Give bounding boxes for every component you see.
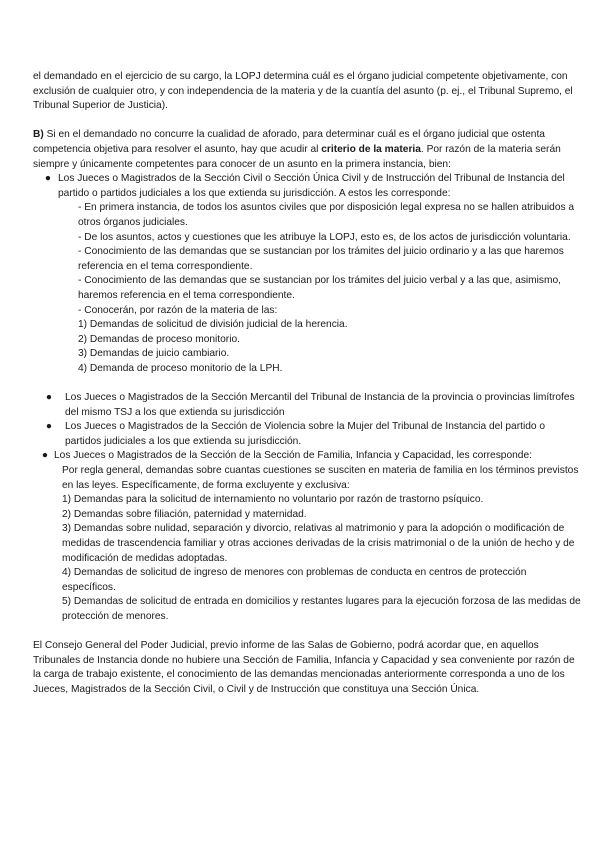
familia-item: 2) Demandas sobre filiación, paternidad y maternidad. <box>62 508 307 520</box>
bullet-mercantil-text: Los Jueces o Magistrados de la Sección Mercantil del Tribunal de Instancia de la provincia o provincias limítrofes del mismo TSJ a los que extienda su jurisdicción <box>65 392 575 418</box>
bullet-civil-text: Los Jueces o Magistrados de la Sección Civil o Sección Única Civil y de Instrucción del Tribunal de Instancia del partido o partidos judiciales a los que extienda su jurisdicción. A estos les corresponde: <box>58 173 565 199</box>
civil-item: 3) Demandas de juicio cambiario. <box>78 348 230 360</box>
bullet-violencia-text: Los Jueces o Magistrados de la Sección de Violencia sobre la Mujer del Tribunal de Instancia del partido o partidos judiciales a los que extienda su jurisdicción. <box>65 421 546 447</box>
bullet-familia <box>33 449 581 624</box>
civil-item: 4) Demanda de proceso monitorio de la LPH. <box>78 362 283 374</box>
civil-item: 2) Demandas de proceso monitorio. <box>78 333 240 345</box>
familia-item: 4) Demandas de solicitud de ingreso de menores con problemas de conducta en centros de protección específicos. <box>62 567 527 593</box>
spacer <box>33 114 581 129</box>
document-page <box>33 70 581 698</box>
bullet-civil <box>33 172 581 376</box>
intro-paragraph: el demandado en el ejercicio de su cargo, la LOPJ determina cuál es el órgano judicial competente objetivamente, con exclusión de cualquier otro, y con independencia de la materia y de la cuantía del asunto (p. ej., el Tribunal Supremo, el Tribunal Superior de Justicia). <box>33 71 573 112</box>
bullet-icon: ● <box>45 392 53 404</box>
bullet-icon: ● <box>44 173 52 185</box>
civil-item: 1) Demandas de solicitud de división judicial de la herencia. <box>78 319 348 331</box>
section-b-paragraph <box>33 128 581 172</box>
bullet-violencia <box>33 420 581 449</box>
spacer <box>33 376 581 391</box>
section-b-bold-term: criterio de la materia <box>321 143 421 155</box>
familia-sublist <box>54 464 581 625</box>
familia-item: 5) Demandas de solicitud de entrada en domicilios y restantes lugares para la ejecución forzosa de las medidas de protección de menores. <box>62 596 581 622</box>
closing-paragraph: El Consejo General del Poder Judicial, previo informe de las Salas de Gobierno, podrá acordar que, en aquellos Tribunales de Instancia donde no hubiere una Sección de Familia, Infancia y Capacidad y sea conveniente por razón de la carga de trabajo existente, el conocimiento de las demandas mencionadas anteriormente corresponda a uno de los Jueces, Magistrados de la Sección Civil, o Civil y de Instrucción que constituya una Sección Única. <box>33 640 575 695</box>
civil-item: - Conocimiento de las demandas que se sustancian por los trámites del juicio ordinario y a las que haremos referencia en el tema correspondiente. <box>78 246 564 272</box>
familia-item: 1) Demandas para la solicitud de internamiento no voluntario por razón de trastorno psíquico. <box>62 494 484 506</box>
bullet-icon: ● <box>45 421 53 433</box>
familia-item: 3) Demandas sobre nulidad, separación y divorcio, relativas al matrimonio y para la adopción o modificación de medidas de trascendencia familiar y otras acciones derivadas de la crisis matrimonial o de la unión de hecho y de modificación de medidas adoptadas. <box>62 523 575 564</box>
civil-item: - En primera instancia, de todos los asuntos civiles que por disposición legal expresa no se hallen atribuidos a otros órganos judiciales. <box>78 202 575 228</box>
civil-item: - De los asuntos, actos y cuestiones que les atribuye la LOPJ, esto es, de los actos de jurisdicción voluntaria. <box>78 231 571 243</box>
spacer <box>33 625 581 640</box>
bullet-familia-text: Los Jueces o Magistrados de la Sección de la Sección de Familia, Infancia y Capacidad, les corresponde: <box>54 450 532 462</box>
civil-sublist <box>58 201 581 376</box>
civil-item: - Conocimiento de las demandas que se sustancian por los trámites del juicio verbal y a las que, asimismo, haremos referencia en el tema correspondiente. <box>78 275 562 301</box>
section-b-label: B) <box>33 129 44 141</box>
section-b-text-before: Si en el demandado no concurre la cualidad de aforado, para determinar cuál es el órgano judicial que ostenta competencia objetiva para resolver el asunto, hay que acudir al <box>33 129 545 155</box>
section-b-text-after: . Por razón de la materia serán siempre y únicamente competentes para conocer de un asunto en la primera instancia, bien: <box>33 143 561 170</box>
bullet-icon: ● <box>41 450 49 462</box>
civil-item: - Conocerán, por razón de la materia de las: <box>78 304 278 316</box>
familia-item: Por regla general, demandas sobre cuantas cuestiones se susciten en materia de familia en los términos previstos en las leyes. Específicamente, de forma excluyente y exclusiva: <box>62 465 579 491</box>
bullet-mercantil <box>33 391 581 420</box>
